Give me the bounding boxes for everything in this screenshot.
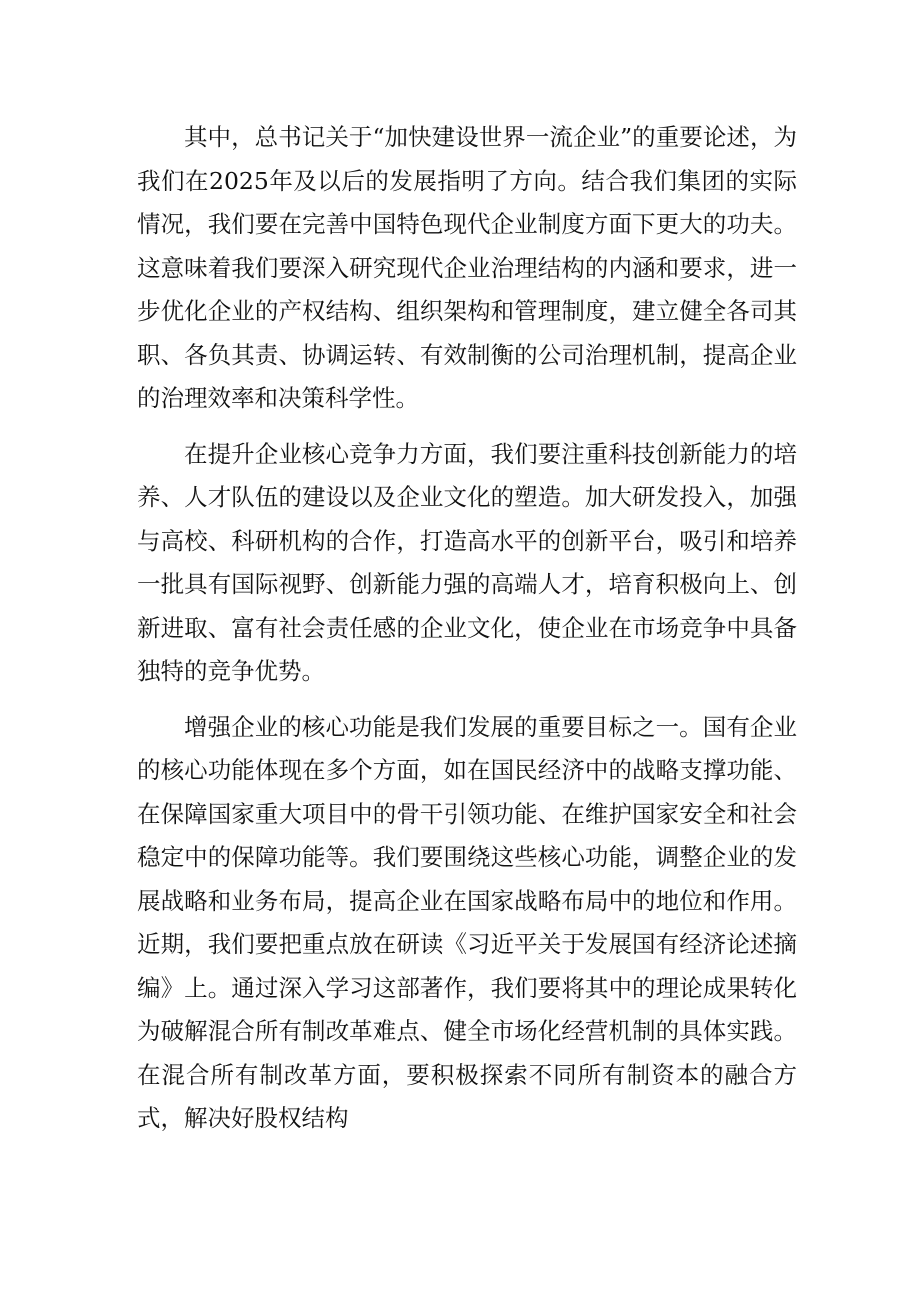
paragraph-2: 在提升企业核心竞争力方面，我们要注重科技创新能力的培养、人才队伍的建设以及企业文化的塑造。加大研发投入，加强与高校、科研机构的合作，打造高水平的创新平台，吸引和培养一批具有国际视野、创新能力强的高端人才，培育积极向上、创新进取、富有社会责任感的企业文化，使企业在市场竞争中具备独特的竞争优势。 (137, 439, 797, 685)
paragraph-3: 增强企业的核心功能是我们发展的重要目标之一。国有企业的核心功能体现在多个方面，如在国民经济中的战略支撑功能、在保障国家重大项目中的骨干引领功能、在维护国家安全和社会稳定中的保障功能等。我们要围绕这些核心功能，调整企业的发展战略和业务布局，提高企业在国家战略布局中的地位和作用。近期，我们要把重点放在研读《习近平关于发展国有经济论述摘编》上。通过深入学习这部著作，我们要将其中的理论成果转化为破解混合所有制改革难点、健全市场化经营机制的具体实践。在混合所有制改革方面，要积极探索不同所有制资本的融合方式，解决好股权结构 (137, 712, 797, 1132)
paragraph-1: 其中，总书记关于“加快建设世界一流企业”的重要论述，为我们在2025年及以后的发展指明了方向。结合我们集团的实际情况，我们要在完善中国特色现代企业制度方面下更大的功夫。这意味着我们要深入研究现代企业治理结构的内涵和要求，进一步优化企业的产权结构、组织架构和管理制度，建立健全各司其职、各负其责、协调运转、有效制衡的公司治理机制，提高企业的治理效率和决策科学性。 (137, 123, 797, 412)
document-body (137, 116, 797, 1153)
